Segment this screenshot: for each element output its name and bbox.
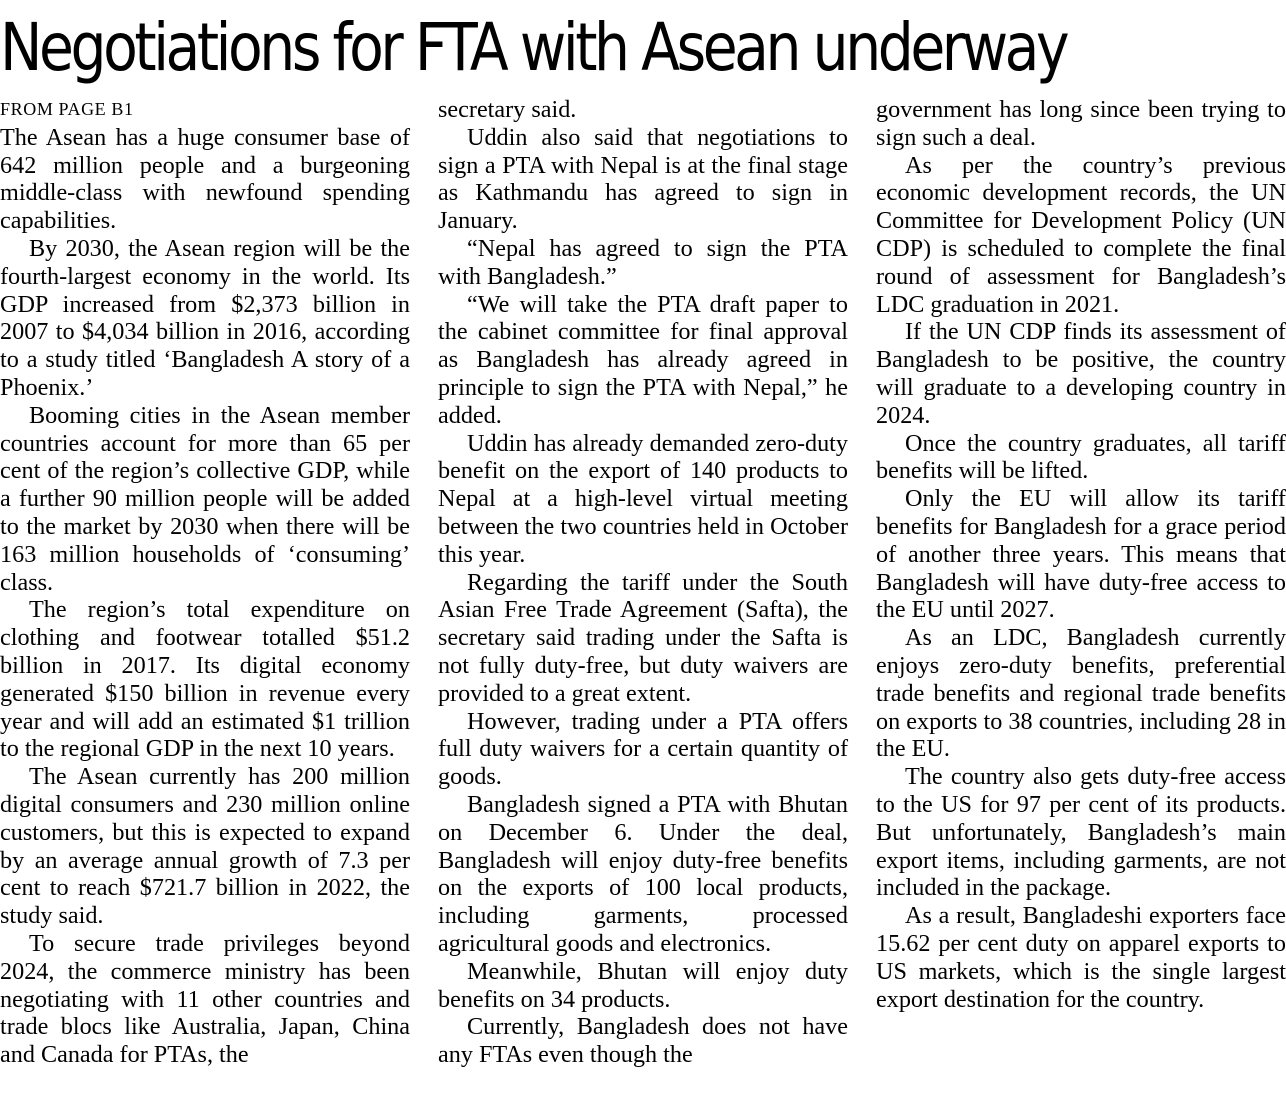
- paragraph: Regarding the tariff under the South Asian Free Trade Agreement (Safta), the secretary said trading under the Safta is not fully duty-free, but duty waivers are provided to a great extent.: [438, 568, 848, 707]
- paragraph: The Asean has a huge consumer base of 642 million people and a burgeoning middle-class with newfound spending capabilities.: [0, 123, 410, 235]
- paragraph: “We will take the PTA draft paper to the cabinet committee for final approval as Bangladesh has already agreed in principle to sign the PTA with Nepal,” he added.: [438, 290, 848, 429]
- column-3: [876, 96, 1286, 1013]
- paragraph: To secure trade privileges beyond 2024, the commerce ministry has been negotiating with 11 other countries and trade blocs like Australia, Japan, China and Canada for PTAs, the: [0, 929, 410, 1069]
- article-body: [0, 96, 1286, 1099]
- paragraph: Currently, Bangladesh does not have any FTAs even though the: [438, 1013, 848, 1069]
- paragraph: As per the country’s previous economic development records, the UN Committee for Development Policy (UN CDP) is scheduled to complete the final round of assessment for Bangladesh’s LDC graduation in 2021.: [876, 151, 1286, 318]
- paragraph: government has long since been trying to sign such a deal.: [876, 96, 1286, 151]
- paragraph: Uddin has already demanded zero-duty benefit on the export of 140 products to Nepal at a high-level virtual meeting between the two countries held in October this year.: [438, 429, 848, 568]
- paragraph: The country also gets duty-free access to the US for 97 per cent of its products. But unfortunately, Bangladesh’s main export items, including garments, are not included in the package.: [876, 763, 1286, 902]
- paragraph: As a result, Bangladeshi exporters face 15.62 per cent duty on apparel exports to US markets, which is the single largest export destination for the country.: [876, 902, 1286, 1013]
- paragraph: Booming cities in the Asean member countries account for more than 65 per cent of the region’s collective GDP, while a further 90 million people will be added to the market by 2030 when there will be 163 million households of ‘consuming’ class.: [0, 401, 410, 596]
- paragraph: The Asean currently has 200 million digital consumers and 230 million online customers, but this is expected to expand by an average annual growth of 7.3 per cent to reach $721.7 billion in 2022, the study said.: [0, 763, 410, 930]
- headline: Negotiations for FTA with Asean underway: [0, 9, 1067, 86]
- paragraph: The region’s total expenditure on clothing and footwear totalled $51.2 billion in 2017. Its digital economy generated $150 billion in revenue every year and will add an estimated $1 trillion to the regional GDP in the next 10 years.: [0, 596, 410, 763]
- column-1: [0, 96, 410, 1069]
- paragraph: Only the EU will allow its tariff benefits for Bangladesh for a grace period of another three years. This means that Bangladesh will have duty-free access to the EU until 2027.: [876, 485, 1286, 624]
- paragraph: By 2030, the Asean region will be the fourth-largest economy in the world. Its GDP increased from $2,373 billion in 2007 to $4,034 billion in 2016, according to a study titled ‘Bangladesh A story of a Phoenix.’: [0, 234, 410, 401]
- paragraph: As an LDC, Bangladesh currently enjoys zero-duty benefits, preferential trade benefits and regional trade benefits on exports to 38 countries, including 28 in the EU.: [876, 624, 1286, 763]
- paragraph: “Nepal has agreed to sign the PTA with Bangladesh.”: [438, 234, 848, 290]
- paragraph: Once the country graduates, all tariff benefits will be lifted.: [876, 429, 1286, 485]
- paragraph: Bangladesh signed a PTA with Bhutan on December 6. Under the deal, Bangladesh will enjoy duty-free benefits on the exports of 100 local products, including garments, processed agricultural goods and electronics.: [438, 790, 848, 957]
- paragraph: secretary said.: [438, 96, 577, 123]
- column-2: [438, 96, 848, 1069]
- continuation-label: FROM PAGE B1: [0, 99, 134, 119]
- paragraph: If the UN CDP finds its assessment of Bangladesh to be positive, the country will graduate to a developing country in 2024.: [876, 318, 1286, 429]
- paragraph: Uddin also said that negotiations to sign a PTA with Nepal is at the final stage as Kathmandu has agreed to sign in January.: [438, 123, 848, 235]
- paragraph: Meanwhile, Bhutan will enjoy duty benefits on 34 products.: [438, 957, 848, 1013]
- paragraph: However, trading under a PTA offers full duty waivers for a certain quantity of goods.: [438, 707, 848, 791]
